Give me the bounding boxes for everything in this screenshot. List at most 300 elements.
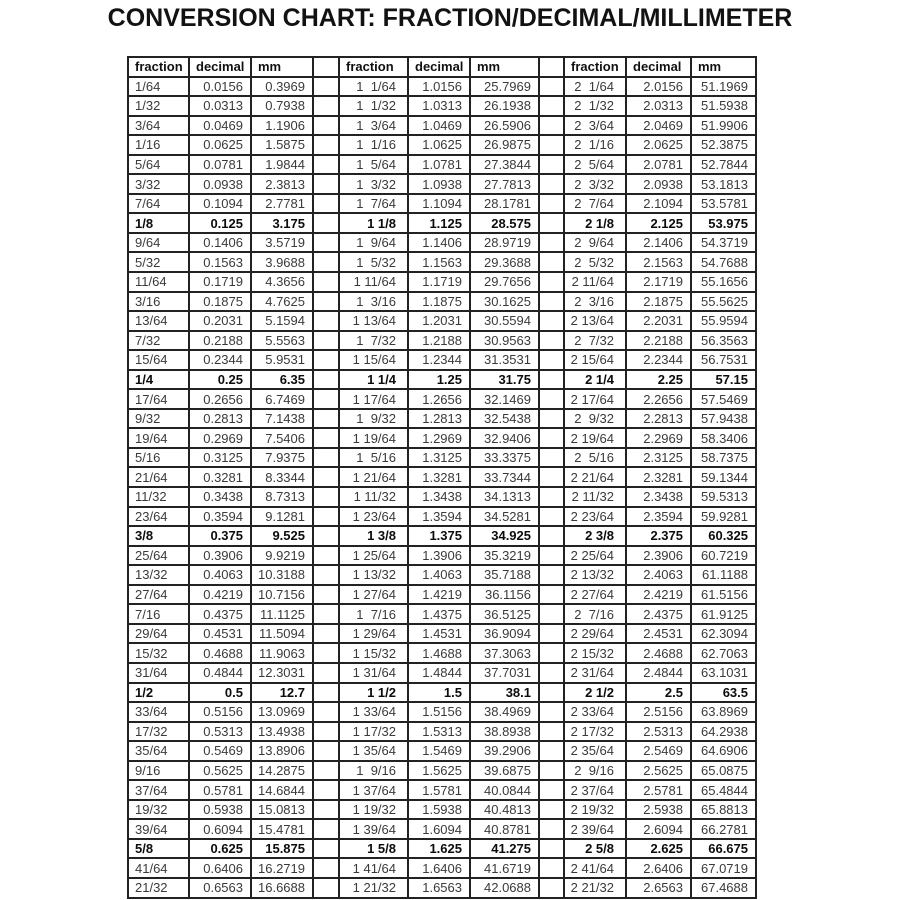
fraction-cell: 1 9/16: [339, 761, 408, 781]
mm-cell: 2.7781: [251, 194, 313, 214]
spacer-cell: [539, 507, 564, 527]
mm-cell: 32.5438: [470, 409, 539, 429]
table-row: [128, 604, 756, 624]
spacer-cell: [313, 839, 339, 859]
decimal-cell: 1.5938: [408, 800, 470, 820]
table-row: [128, 252, 756, 272]
fraction-cell: 1 29/64: [339, 624, 408, 644]
fraction-cell: 1 15/32: [339, 643, 408, 663]
decimal-cell: 2.1875: [626, 292, 691, 312]
mm-cell: 63.8969: [691, 702, 756, 722]
mm-cell: 3.5719: [251, 233, 313, 253]
fraction-cell: 2 27/64: [564, 585, 626, 605]
table-row: [128, 722, 756, 742]
decimal-cell: 2.5781: [626, 780, 691, 800]
fraction-cell: 1 41/64: [339, 858, 408, 878]
spacer-cell: [313, 643, 339, 663]
decimal-cell: 1.3281: [408, 467, 470, 487]
spacer-cell: [539, 800, 564, 820]
decimal-cell: 0.1563: [189, 252, 251, 272]
mm-cell: 25.7969: [470, 77, 539, 97]
fraction-cell: 2 5/64: [564, 155, 626, 175]
decimal-cell: 0.6094: [189, 819, 251, 839]
mm-cell: 5.5563: [251, 331, 313, 351]
spacer-cell: [539, 57, 564, 77]
fraction-cell: 1/32: [128, 96, 189, 116]
mm-cell: 62.7063: [691, 643, 756, 663]
decimal-cell: 1.0156: [408, 77, 470, 97]
mm-cell: 59.1344: [691, 467, 756, 487]
decimal-cell: 2.1719: [626, 272, 691, 292]
fraction-cell: 3/64: [128, 116, 189, 136]
mm-cell: 7.5406: [251, 428, 313, 448]
fraction-cell: 2 7/64: [564, 194, 626, 214]
decimal-cell: 1.2188: [408, 331, 470, 351]
table-row: [128, 292, 756, 312]
decimal-cell: 1.1563: [408, 252, 470, 272]
fraction-cell: 2 13/32: [564, 565, 626, 585]
table-row: [128, 546, 756, 566]
fraction-cell: 7/32: [128, 331, 189, 351]
decimal-cell: 0.1094: [189, 194, 251, 214]
decimal-cell: 2.4063: [626, 565, 691, 585]
fraction-header: fraction: [128, 57, 189, 77]
decimal-cell: 0.0938: [189, 174, 251, 194]
mm-cell: 65.0875: [691, 761, 756, 781]
page-title: CONVERSION CHART: FRACTION/DECIMAL/MILLIMETER: [107, 4, 793, 32]
spacer-cell: [313, 800, 339, 820]
spacer-cell: [539, 213, 564, 233]
mm-cell: 33.3375: [470, 448, 539, 468]
decimal-cell: 1.0781: [408, 155, 470, 175]
spacer-cell: [539, 487, 564, 507]
fraction-cell: 2 19/32: [564, 800, 626, 820]
decimal-cell: 2.0156: [626, 77, 691, 97]
mm-cell: 9.9219: [251, 546, 313, 566]
table-body: [128, 77, 756, 898]
spacer-cell: [313, 624, 339, 644]
mm-cell: 7.1438: [251, 409, 313, 429]
decimal-cell: 0.2656: [189, 389, 251, 409]
decimal-cell: 2.2031: [626, 311, 691, 331]
spacer-cell: [313, 526, 339, 546]
fraction-cell: 1 17/32: [339, 722, 408, 742]
spacer-cell: [539, 252, 564, 272]
decimal-cell: 0.1719: [189, 272, 251, 292]
table-row: [128, 350, 756, 370]
spacer-cell: [313, 135, 339, 155]
fraction-cell: 1 37/64: [339, 780, 408, 800]
decimal-cell: 1.5469: [408, 741, 470, 761]
decimal-cell: 1.1719: [408, 272, 470, 292]
decimal-cell: 1.3438: [408, 487, 470, 507]
decimal-cell: 2.5: [626, 683, 691, 703]
table-row: [128, 565, 756, 585]
fraction-cell: 21/32: [128, 878, 189, 898]
fraction-cell: 2 35/64: [564, 741, 626, 761]
fraction-cell: 13/32: [128, 565, 189, 585]
decimal-cell: 2.6563: [626, 878, 691, 898]
table-row: [128, 389, 756, 409]
decimal-cell: 0.0781: [189, 155, 251, 175]
mm-cell: 3.175: [251, 213, 313, 233]
mm-cell: 55.5625: [691, 292, 756, 312]
decimal-cell: 2.0469: [626, 116, 691, 136]
decimal-cell: 0.0469: [189, 116, 251, 136]
decimal-header: decimal: [408, 57, 470, 77]
fraction-cell: 1/8: [128, 213, 189, 233]
fraction-cell: 19/32: [128, 800, 189, 820]
fraction-cell: 1 3/8: [339, 526, 408, 546]
fraction-cell: 5/32: [128, 252, 189, 272]
table-row: [128, 135, 756, 155]
spacer-cell: [313, 858, 339, 878]
table-row: [128, 800, 756, 820]
decimal-cell: 2.3438: [626, 487, 691, 507]
spacer-cell: [313, 761, 339, 781]
fraction-header: fraction: [564, 57, 626, 77]
spacer-cell: [313, 741, 339, 761]
mm-cell: 63.1031: [691, 663, 756, 683]
mm-cell: 30.9563: [470, 331, 539, 351]
fraction-cell: 1 1/32: [339, 96, 408, 116]
decimal-cell: 2.2188: [626, 331, 691, 351]
fraction-cell: 2 9/64: [564, 233, 626, 253]
table-row: [128, 233, 756, 253]
fraction-cell: 1 3/32: [339, 174, 408, 194]
mm-cell: 6.7469: [251, 389, 313, 409]
spacer-cell: [313, 409, 339, 429]
mm-cell: 30.5594: [470, 311, 539, 331]
header-row: [128, 57, 756, 77]
mm-cell: 9.1281: [251, 507, 313, 527]
fraction-cell: 25/64: [128, 546, 189, 566]
decimal-cell: 1.1406: [408, 233, 470, 253]
decimal-cell: 0.3594: [189, 507, 251, 527]
spacer-cell: [313, 350, 339, 370]
decimal-cell: 2.2656: [626, 389, 691, 409]
mm-cell: 60.7219: [691, 546, 756, 566]
decimal-cell: 1.375: [408, 526, 470, 546]
fraction-cell: 9/16: [128, 761, 189, 781]
fraction-cell: 11/64: [128, 272, 189, 292]
mm-cell: 39.2906: [470, 741, 539, 761]
table-row: [128, 428, 756, 448]
fraction-cell: 1 3/64: [339, 116, 408, 136]
mm-cell: 53.5781: [691, 194, 756, 214]
fraction-cell: 2 3/64: [564, 116, 626, 136]
mm-cell: 3.9688: [251, 252, 313, 272]
mm-cell: 51.5938: [691, 96, 756, 116]
fraction-cell: 2 37/64: [564, 780, 626, 800]
table-row: [128, 878, 756, 898]
mm-cell: 12.3031: [251, 663, 313, 683]
decimal-cell: 2.2344: [626, 350, 691, 370]
mm-cell: 53.975: [691, 213, 756, 233]
decimal-cell: 1.0938: [408, 174, 470, 194]
fraction-cell: 2 11/32: [564, 487, 626, 507]
spacer-cell: [539, 683, 564, 703]
spacer-cell: [313, 467, 339, 487]
fraction-cell: 1 21/64: [339, 467, 408, 487]
spacer-cell: [539, 878, 564, 898]
table-row: [128, 311, 756, 331]
mm-cell: 15.4781: [251, 819, 313, 839]
table-row: [128, 467, 756, 487]
spacer-cell: [313, 507, 339, 527]
table-row: [128, 526, 756, 546]
table-row: [128, 370, 756, 390]
table-row: [128, 331, 756, 351]
spacer-cell: [313, 96, 339, 116]
decimal-cell: 1.125: [408, 213, 470, 233]
decimal-cell: 1.5625: [408, 761, 470, 781]
mm-cell: 61.1188: [691, 565, 756, 585]
fraction-cell: 1 21/32: [339, 878, 408, 898]
mm-cell: 10.3188: [251, 565, 313, 585]
fraction-cell: 1 19/64: [339, 428, 408, 448]
mm-cell: 40.8781: [470, 819, 539, 839]
fraction-cell: 1 1/8: [339, 213, 408, 233]
spacer-cell: [539, 604, 564, 624]
fraction-cell: 1 1/64: [339, 77, 408, 97]
decimal-cell: 2.25: [626, 370, 691, 390]
mm-cell: 57.15: [691, 370, 756, 390]
fraction-cell: 1 7/64: [339, 194, 408, 214]
decimal-cell: 2.4219: [626, 585, 691, 605]
fraction-cell: 1 11/32: [339, 487, 408, 507]
conversion-table: [127, 56, 757, 899]
fraction-cell: 2 29/64: [564, 624, 626, 644]
mm-cell: 15.0813: [251, 800, 313, 820]
fraction-cell: 1 19/32: [339, 800, 408, 820]
fraction-cell: 17/32: [128, 722, 189, 742]
table-row: [128, 155, 756, 175]
mm-cell: 57.5469: [691, 389, 756, 409]
mm-cell: 59.9281: [691, 507, 756, 527]
spacer-cell: [313, 780, 339, 800]
spacer-cell: [313, 174, 339, 194]
decimal-cell: 1.1094: [408, 194, 470, 214]
fraction-cell: 2 17/32: [564, 722, 626, 742]
mm-header: mm: [470, 57, 539, 77]
table-row: [128, 819, 756, 839]
decimal-cell: 2.1094: [626, 194, 691, 214]
fraction-cell: 1 1/4: [339, 370, 408, 390]
mm-cell: 40.4813: [470, 800, 539, 820]
decimal-cell: 2.1406: [626, 233, 691, 253]
spacer-cell: [313, 233, 339, 253]
mm-cell: 13.8906: [251, 741, 313, 761]
fraction-cell: 2 33/64: [564, 702, 626, 722]
spacer-cell: [313, 292, 339, 312]
decimal-cell: 0.5469: [189, 741, 251, 761]
mm-cell: 27.3844: [470, 155, 539, 175]
fraction-cell: 1 5/32: [339, 252, 408, 272]
mm-cell: 32.1469: [470, 389, 539, 409]
mm-cell: 16.6688: [251, 878, 313, 898]
spacer-cell: [313, 546, 339, 566]
spacer-cell: [539, 428, 564, 448]
spacer-cell: [313, 116, 339, 136]
fraction-cell: 1 33/64: [339, 702, 408, 722]
fraction-cell: 2 21/32: [564, 878, 626, 898]
mm-cell: 55.1656: [691, 272, 756, 292]
fraction-cell: 1 1/2: [339, 683, 408, 703]
spacer-cell: [539, 448, 564, 468]
mm-cell: 36.5125: [470, 604, 539, 624]
decimal-cell: 1.0625: [408, 135, 470, 155]
spacer-cell: [539, 741, 564, 761]
decimal-cell: 2.1563: [626, 252, 691, 272]
table-row: [128, 858, 756, 878]
fraction-cell: 1/4: [128, 370, 189, 390]
fraction-cell: 2 15/64: [564, 350, 626, 370]
mm-cell: 56.3563: [691, 331, 756, 351]
mm-cell: 7.9375: [251, 448, 313, 468]
table-row: [128, 96, 756, 116]
spacer-cell: [539, 272, 564, 292]
mm-cell: 57.9438: [691, 409, 756, 429]
mm-cell: 58.3406: [691, 428, 756, 448]
fraction-cell: 2 3/16: [564, 292, 626, 312]
spacer-cell: [539, 565, 564, 585]
spacer-cell: [539, 624, 564, 644]
decimal-cell: 0.5313: [189, 722, 251, 742]
mm-cell: 28.1781: [470, 194, 539, 214]
decimal-cell: 1.2969: [408, 428, 470, 448]
mm-cell: 38.1: [470, 683, 539, 703]
mm-header: mm: [251, 57, 313, 77]
spacer-cell: [313, 448, 339, 468]
mm-cell: 0.3969: [251, 77, 313, 97]
mm-cell: 26.9875: [470, 135, 539, 155]
fraction-cell: 2 17/64: [564, 389, 626, 409]
decimal-cell: 2.6094: [626, 819, 691, 839]
mm-cell: 66.675: [691, 839, 756, 859]
table-row: [128, 194, 756, 214]
fraction-cell: 35/64: [128, 741, 189, 761]
fraction-cell: 1 13/32: [339, 565, 408, 585]
table-row: [128, 585, 756, 605]
decimal-cell: 2.3906: [626, 546, 691, 566]
decimal-cell: 0.2813: [189, 409, 251, 429]
fraction-cell: 1 17/64: [339, 389, 408, 409]
fraction-cell: 2 39/64: [564, 819, 626, 839]
decimal-cell: 2.0938: [626, 174, 691, 194]
spacer-cell: [539, 135, 564, 155]
fraction-cell: 2 41/64: [564, 858, 626, 878]
decimal-cell: 0.4063: [189, 565, 251, 585]
spacer-cell: [313, 155, 339, 175]
mm-cell: 9.525: [251, 526, 313, 546]
decimal-cell: 0.3125: [189, 448, 251, 468]
fraction-cell: 33/64: [128, 702, 189, 722]
spacer-cell: [313, 213, 339, 233]
fraction-cell: 2 5/16: [564, 448, 626, 468]
fraction-cell: 1 39/64: [339, 819, 408, 839]
mm-cell: 34.5281: [470, 507, 539, 527]
decimal-cell: 1.2813: [408, 409, 470, 429]
spacer-cell: [539, 761, 564, 781]
mm-cell: 1.1906: [251, 116, 313, 136]
mm-cell: 29.7656: [470, 272, 539, 292]
mm-cell: 60.325: [691, 526, 756, 546]
mm-cell: 14.2875: [251, 761, 313, 781]
decimal-cell: 2.0313: [626, 96, 691, 116]
spacer-cell: [539, 77, 564, 97]
fraction-cell: 1 5/8: [339, 839, 408, 859]
fraction-cell: 2 1/64: [564, 77, 626, 97]
decimal-cell: 2.6406: [626, 858, 691, 878]
decimal-cell: 0.4219: [189, 585, 251, 605]
mm-cell: 1.9844: [251, 155, 313, 175]
decimal-cell: 0.25: [189, 370, 251, 390]
decimal-cell: 2.0625: [626, 135, 691, 155]
fraction-cell: 2 3/32: [564, 174, 626, 194]
mm-cell: 51.9906: [691, 116, 756, 136]
decimal-cell: 1.5781: [408, 780, 470, 800]
spacer-cell: [539, 722, 564, 742]
spacer-cell: [313, 370, 339, 390]
spacer-cell: [539, 155, 564, 175]
decimal-cell: 1.4688: [408, 643, 470, 663]
decimal-cell: 1.4844: [408, 663, 470, 683]
fraction-cell: 1 5/64: [339, 155, 408, 175]
mm-cell: 28.575: [470, 213, 539, 233]
decimal-cell: 0.4688: [189, 643, 251, 663]
spacer-cell: [313, 585, 339, 605]
decimal-cell: 0.5156: [189, 702, 251, 722]
table-row: [128, 683, 756, 703]
mm-cell: 52.3875: [691, 135, 756, 155]
mm-cell: 31.75: [470, 370, 539, 390]
decimal-cell: 2.125: [626, 213, 691, 233]
fraction-cell: 21/64: [128, 467, 189, 487]
mm-cell: 11.9063: [251, 643, 313, 663]
decimal-cell: 0.4531: [189, 624, 251, 644]
fraction-cell: 13/64: [128, 311, 189, 331]
fraction-cell: 2 7/16: [564, 604, 626, 624]
mm-cell: 61.5156: [691, 585, 756, 605]
mm-cell: 5.1594: [251, 311, 313, 331]
fraction-cell: 3/16: [128, 292, 189, 312]
decimal-cell: 2.4688: [626, 643, 691, 663]
decimal-cell: 2.5938: [626, 800, 691, 820]
table-row: [128, 741, 756, 761]
spacer-cell: [539, 174, 564, 194]
spacer-cell: [313, 878, 339, 898]
spacer-cell: [539, 233, 564, 253]
spacer-cell: [539, 839, 564, 859]
fraction-cell: 9/64: [128, 233, 189, 253]
spacer-cell: [539, 116, 564, 136]
fraction-cell: 2 3/8: [564, 526, 626, 546]
fraction-cell: 2 19/64: [564, 428, 626, 448]
fraction-cell: 2 1/8: [564, 213, 626, 233]
fraction-cell: 1 1/16: [339, 135, 408, 155]
fraction-cell: 5/16: [128, 448, 189, 468]
decimal-cell: 1.5313: [408, 722, 470, 742]
mm-cell: 35.7188: [470, 565, 539, 585]
mm-cell: 29.3688: [470, 252, 539, 272]
decimal-cell: 0.0625: [189, 135, 251, 155]
decimal-cell: 0.2969: [189, 428, 251, 448]
decimal-cell: 1.6406: [408, 858, 470, 878]
table-row: [128, 409, 756, 429]
decimal-cell: 1.25: [408, 370, 470, 390]
decimal-cell: 0.3438: [189, 487, 251, 507]
